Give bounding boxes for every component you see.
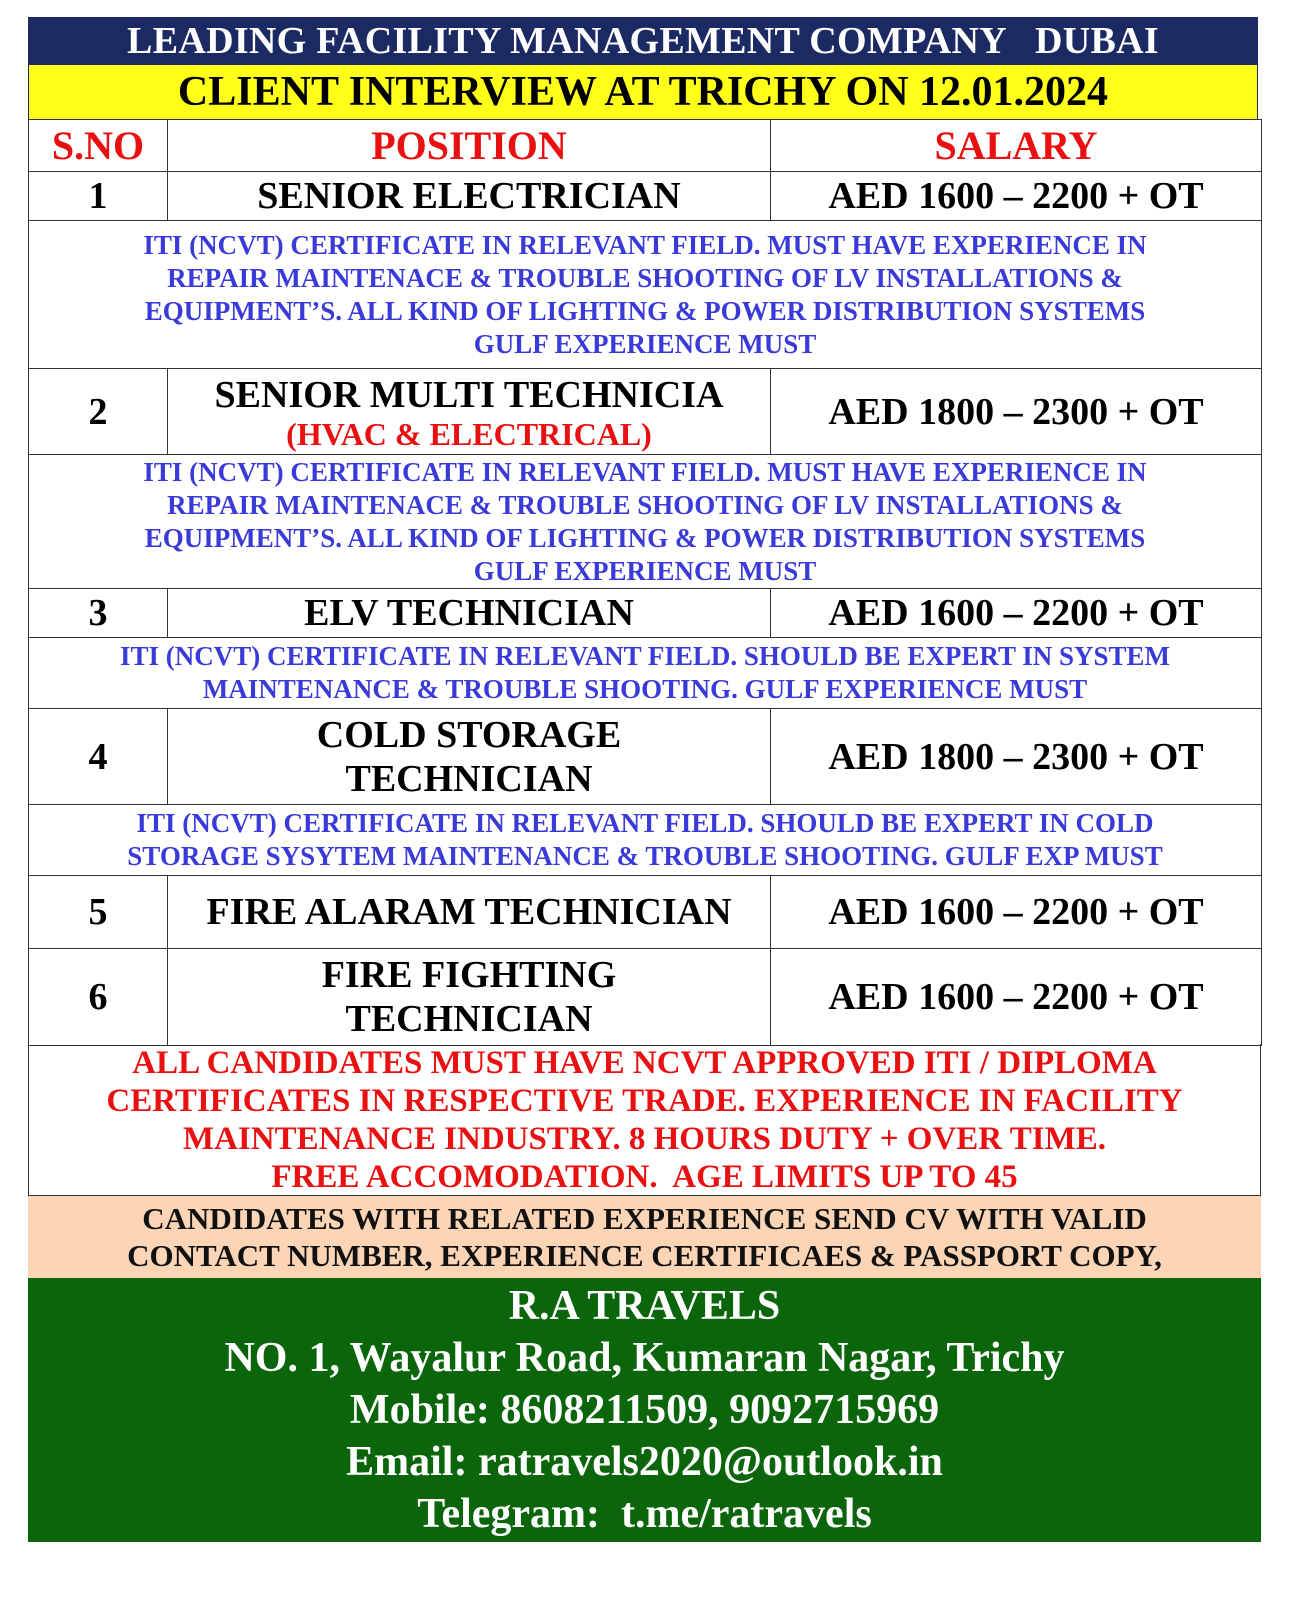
agency-telegram: Telegram: t.me/ratravels: [417, 1491, 872, 1537]
table-row: [29, 589, 1262, 638]
requirement-line: GULF EXPERIENCE MUST: [473, 555, 817, 586]
column-header-salary: SALARY: [771, 120, 1262, 172]
notice-line: CERTIFICATES IN RESPECTIVE TRADE. EXPERIENCE IN FACILITY: [106, 1082, 1183, 1119]
row-requirements: [29, 221, 1262, 369]
row-position: SENIOR ELECTRICIAN: [168, 172, 771, 221]
row-sno: 2: [29, 369, 168, 455]
row-salary: AED 1800 – 2300 + OT: [771, 709, 1262, 805]
interview-line: CLIENT INTERVIEW AT TRICHY ON 12.01.2024: [177, 69, 1109, 115]
row-position-subtitle: (HVAC & ELECTRICAL): [286, 415, 652, 452]
row-sno: 5: [29, 876, 168, 949]
apply-instructions: [28, 1196, 1261, 1278]
row-salary: AED 1600 – 2200 + OT: [771, 949, 1262, 1046]
requirement-line: ITI (NCVT) CERTIFICATE IN RELEVANT FIELD. MUST HAVE EXPERIENCE IN: [143, 456, 1147, 487]
column-header-sno: S.NO: [29, 120, 168, 172]
agency-email: Email: ratravels2020@outlook.in: [346, 1439, 943, 1485]
row-position: SENIOR MULTI TECHNICIA: [214, 373, 724, 416]
requirement-line: EQUIPMENT’S. ALL KIND OF LIGHTING & POWER DISTRIBUTION SYSTEMS: [144, 522, 1146, 553]
agency-address: NO. 1, Wayalur Road, Kumaran Nagar, Trichy: [224, 1335, 1065, 1381]
agency-mobile: Mobile: 8608211509, 9092715969: [349, 1387, 940, 1433]
general-requirements-notice: [28, 1044, 1261, 1196]
row-requirements: [29, 455, 1262, 589]
agency-name: R.A TRAVELS: [508, 1283, 781, 1329]
table-row: [29, 172, 1262, 221]
row-sno: 4: [29, 709, 168, 805]
row-requirements: [29, 638, 1262, 709]
apply-line: CANDIDATES WITH RELATED EXPERIENCE SEND CV WITH VALID: [142, 1201, 1147, 1236]
requirements-row: [29, 455, 1262, 589]
row-salary: AED 1600 – 2200 + OT: [771, 876, 1262, 949]
apply-line: CONTACT NUMBER, EXPERIENCE CERTIFICAES & PASSPORT COPY,: [127, 1238, 1162, 1273]
requirement-line: ITI (NCVT) CERTIFICATE IN RELEVANT FIELD. MUST HAVE EXPERIENCE IN: [143, 229, 1147, 260]
requirement-line: STORAGE SYSYTEM MAINTENANCE & TROUBLE SHOOTING. GULF EXP MUST: [127, 841, 1163, 871]
company-banner: [28, 17, 1258, 65]
table-row: [29, 709, 1262, 805]
row-position: FIRE ALARAM TECHNICIAN: [168, 876, 771, 949]
table-row: [29, 949, 1262, 1046]
requirements-row: [29, 221, 1262, 369]
row-salary: AED 1600 – 2200 + OT: [771, 172, 1262, 221]
row-sno: 6: [29, 949, 168, 1046]
row-sno: 3: [29, 589, 168, 638]
requirement-line: ITI (NCVT) CERTIFICATE IN RELEVANT FIELD. SHOULD BE EXPERT IN COLD: [136, 808, 1154, 838]
row-salary: AED 1600 – 2200 + OT: [771, 589, 1262, 638]
table-header-row: [29, 120, 1262, 172]
notice-line: MAINTENANCE INDUSTRY. 8 HOURS DUTY + OVER TIME.: [182, 1120, 1107, 1157]
requirement-line: REPAIR MAINTENACE & TROUBLE SHOOTING OF LV INSTALLATIONS &: [167, 489, 1123, 520]
row-position: COLD STORAGE TECHNICIAN: [168, 709, 771, 805]
requirement-line: REPAIR MAINTENACE & TROUBLE SHOOTING OF LV INSTALLATIONS &: [167, 262, 1123, 293]
row-position: FIRE FIGHTING TECHNICIAN: [168, 949, 771, 1046]
row-requirements: [29, 805, 1262, 876]
contact-footer: [28, 1278, 1261, 1542]
notice-line: FREE ACCOMODATION. AGE LIMITS UP TO 45: [271, 1158, 1018, 1195]
requirement-line: EQUIPMENT’S. ALL KIND OF LIGHTING & POWER DISTRIBUTION SYSTEMS: [144, 295, 1146, 326]
company-line: LEADING FACILITY MANAGEMENT COMPANY DUBAI: [127, 20, 1159, 62]
requirements-row: [29, 638, 1262, 709]
requirement-line: MAINTENANCE & TROUBLE SHOOTING. GULF EXPERIENCE MUST: [202, 674, 1088, 704]
requirements-row: [29, 805, 1262, 876]
row-sno: 1: [29, 172, 168, 221]
row-salary: AED 1800 – 2300 + OT: [771, 369, 1262, 455]
positions-table: [28, 119, 1262, 1046]
column-header-position: POSITION: [168, 120, 771, 172]
notice-line: ALL CANDIDATES MUST HAVE NCVT APPROVED ITI / DIPLOMA: [132, 1044, 1157, 1081]
requirement-line: GULF EXPERIENCE MUST: [473, 328, 817, 359]
row-position-cell: [168, 369, 771, 455]
table-row: [29, 876, 1262, 949]
requirement-line: ITI (NCVT) CERTIFICATE IN RELEVANT FIELD. SHOULD BE EXPERT IN SYSTEM: [119, 641, 1171, 671]
table-row: [29, 369, 1262, 455]
interview-banner: [28, 65, 1258, 119]
row-position: ELV TECHNICIAN: [168, 589, 771, 638]
